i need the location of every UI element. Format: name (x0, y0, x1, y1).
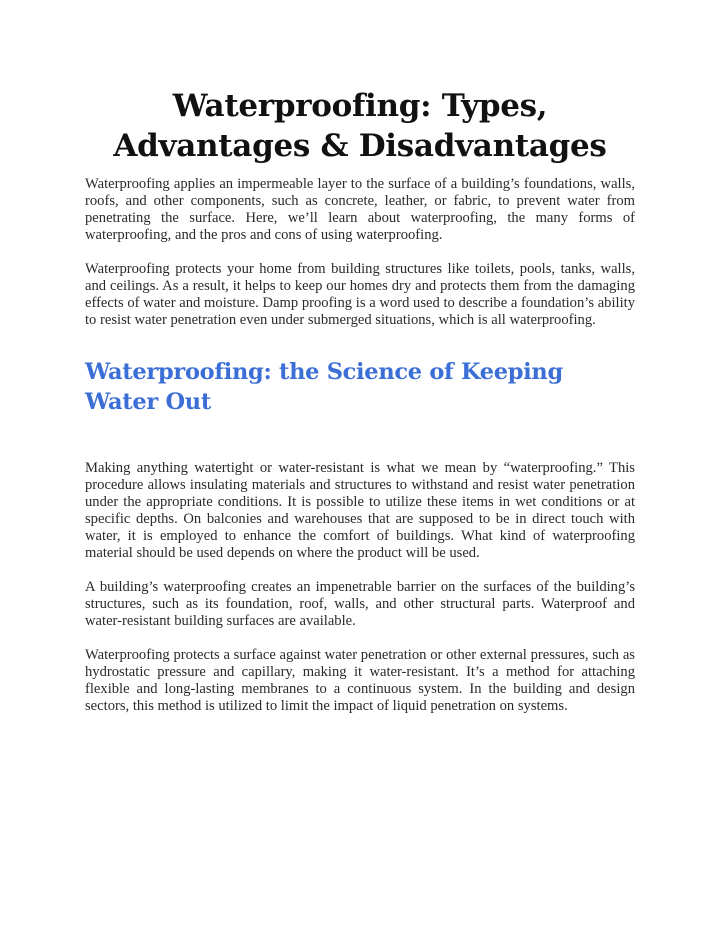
intro-paragraph-2: Waterproofing protects your home from building structures like toilets, pools, tanks, walls, and ceilings. As a result, it helps to keep our homes dry and protects them from the damaging effects of water and moisture. Damp proofing is a word used to describe a foundation’s ability to resist water penetration even under submerged situations, which is all waterproofing. (85, 261, 635, 328)
section-paragraph-3: Waterproofing protects a surface against water penetration or other external pressures, such as hydrostatic pressure and capillary, making it water-resistant. It’s a method for attaching flexible and long-lasting membranes to a continuous system. In the building and design sectors, this method is utilized to limit the impact of liquid penetration on systems. (85, 647, 635, 714)
page-title: Waterproofing: Types, Advantages & Disadvantages (113, 88, 607, 164)
section-heading: Waterproofing: the Science of Keeping Water Out (85, 359, 563, 415)
section-paragraph-1: Making anything watertight or water-resistant is what we mean by “waterproofing.” This procedure allows insulating materials and structures to withstand and resist water penetration under the appropriate conditions. It is possible to utilize these items in wet conditions or at specific depths. On balconies and warehouses that are supposed to be in direct touch with water, it is employed to enhance the comfort of buildings. What kind of waterproofing material should be used depends on where the product will be used. (85, 460, 635, 561)
section-paragraph-2: A building’s waterproofing creates an impenetrable barrier on the surfaces of the building’s structures, such as its foundation, roof, walls, and other structural parts. Waterproof and water-resistant building surfaces are available. (85, 579, 635, 629)
document-page (85, 86, 635, 715)
intro-paragraph-1: Waterproofing applies an impermeable layer to the surface of a building’s foundations, walls, roofs, and other components, such as concrete, leather, or fabric, to prevent water from penetrating the surface. Here, we’ll learn about waterproofing, the many forms of waterproofing, and the pros and cons of using waterproofing. (85, 176, 635, 243)
